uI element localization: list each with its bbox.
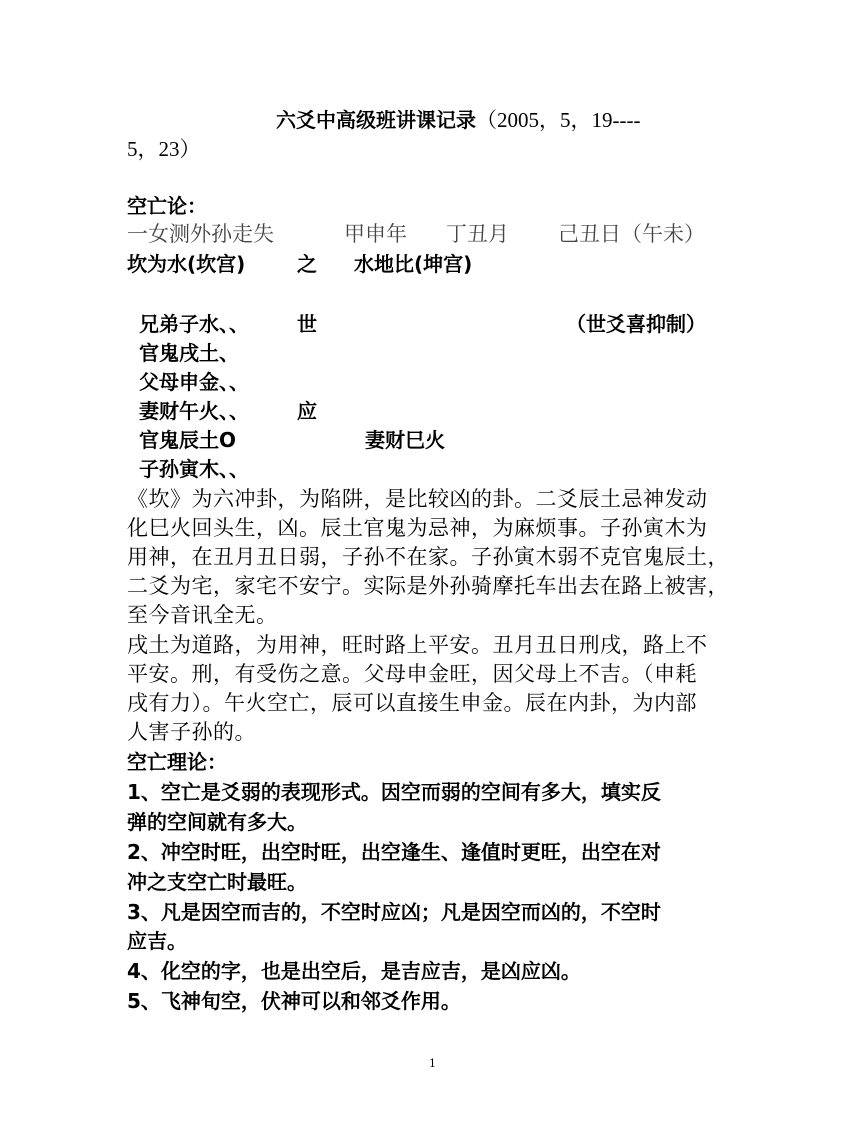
case-year: 甲申年 bbox=[344, 222, 407, 246]
yao-line-6: 兄弟子水、、 bbox=[139, 312, 249, 336]
analysis-line: 《坎》为六冲卦，为陷阱，是比较凶的卦。二爻辰土忌神发动 bbox=[127, 487, 708, 511]
yao-shi-note: （世爻喜抑制） bbox=[566, 312, 706, 336]
theory-line: 3、凡是因空而吉的，不空时应凶；凡是因空而凶的，不空时 bbox=[127, 900, 661, 924]
analysis-line: 至今音讯全无。 bbox=[127, 603, 278, 627]
yao-ying-mark: 应 bbox=[297, 399, 317, 423]
page-number: 1 bbox=[429, 1057, 436, 1070]
theory-line: 冲之支空亡时最旺。 bbox=[127, 870, 307, 894]
analysis-line: 戌土为道路，为用神，旺时路上平安。丑月丑日刑戌，路上不 bbox=[127, 633, 708, 657]
section-heading-kongwang: 空亡论： bbox=[127, 194, 207, 218]
case-subject: 一女测外孙走失 bbox=[127, 222, 274, 246]
theory-line: 弹的空间就有多大。 bbox=[127, 810, 307, 834]
yao-line-3: 妻财午火、、 bbox=[139, 399, 249, 423]
document-title-date: （2005，5，19---- bbox=[476, 108, 641, 132]
analysis-line: 用神，在丑月丑日弱，子孙不在家。子孙寅木弱不克官鬼辰土， bbox=[127, 545, 729, 569]
yao-line-2: 官鬼辰土O bbox=[139, 428, 237, 452]
analysis-line: 化巳火回头生，凶。辰土官鬼为忌神，为麻烦事。子孙寅木为 bbox=[127, 516, 708, 540]
case-month: 丁丑月 bbox=[446, 222, 509, 246]
theory-line: 4、化空的字，也是出空后，是吉应吉，是凶应凶。 bbox=[127, 959, 581, 983]
gua-zhi: 之 bbox=[297, 252, 317, 276]
analysis-line: 人害子孙的。 bbox=[127, 720, 256, 744]
yao-changed-note: 妻财巳火 bbox=[365, 428, 445, 452]
case-day: 己丑日（午未） bbox=[558, 222, 705, 246]
gua-changed: 水地比(坤宫) bbox=[354, 252, 473, 276]
yao-line-4: 父母申金、、 bbox=[139, 370, 249, 394]
theory-line: 1、空亡是爻弱的表现形式。因空而弱的空间有多大，填实反 bbox=[127, 780, 661, 804]
yao-line-5: 官鬼戌土、 bbox=[139, 341, 239, 365]
analysis-line: 二爻为宅，家宅不安宁。实际是外孙骑摩托车出去在路上被害， bbox=[127, 574, 729, 598]
gua-main: 坎为水(坎宫) bbox=[127, 252, 246, 276]
yao-shi-mark: 世 bbox=[297, 312, 317, 336]
analysis-line: 戌有力）。午火空亡，辰可以直接生申金。辰在内卦，为内部 bbox=[127, 691, 697, 715]
theory-line: 应吉。 bbox=[127, 929, 187, 953]
section-heading-theory: 空亡理论： bbox=[127, 750, 227, 774]
yao-line-1: 子孙寅木、、 bbox=[139, 457, 249, 481]
analysis-line: 平安。刑，有受伤之意。父母申金旺，因父母上不吉。（申耗 bbox=[127, 662, 697, 686]
document-title-line2: 5，23） bbox=[127, 137, 201, 161]
theory-line: 5、飞神旬空，伏神可以和邻爻作用。 bbox=[127, 989, 461, 1013]
document-title-bold: 六爻中高级班讲课记录 bbox=[276, 108, 476, 132]
theory-line: 2、冲空时旺，出空时旺，出空逢生、逢值时更旺，出空在对 bbox=[127, 840, 661, 864]
document-title-line1 bbox=[276, 104, 640, 134]
